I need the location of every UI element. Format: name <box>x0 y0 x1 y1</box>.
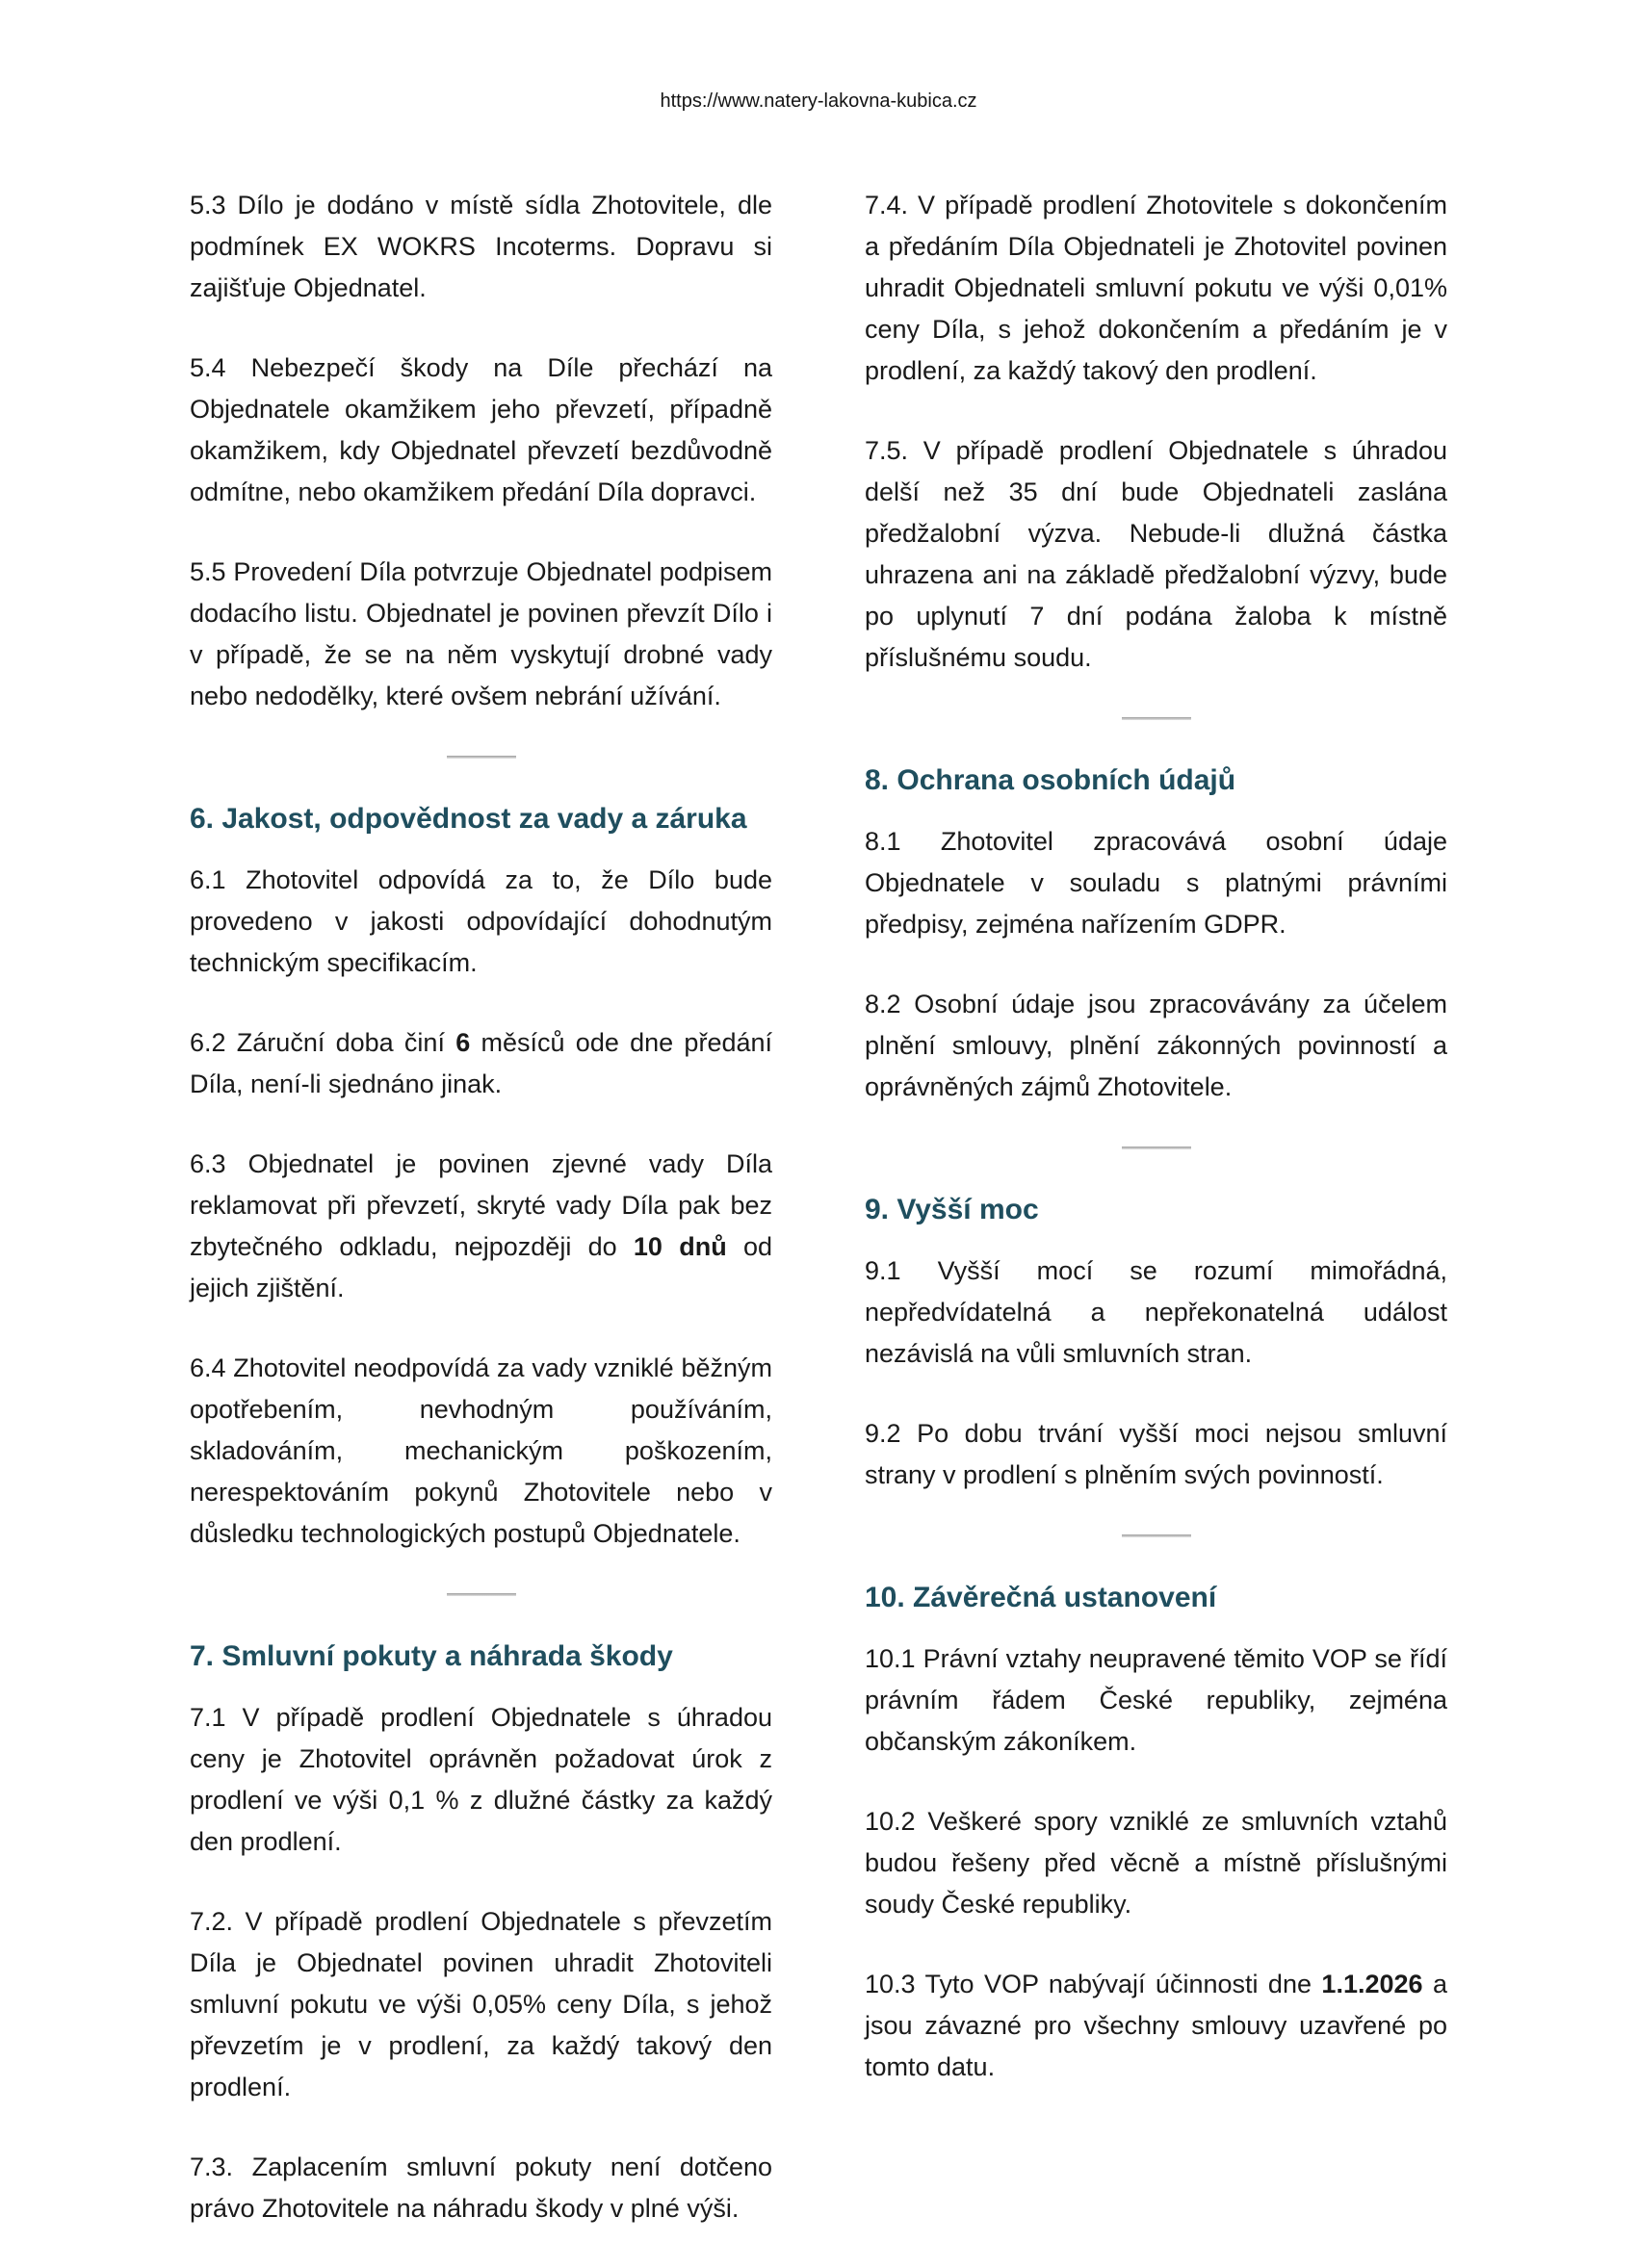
paragraph <box>190 185 772 309</box>
text-segment: 5.4 Nebezpečí škody na Díle přechází na Objednatele okamžikem jeho převzetí, případně okamžikem, kdy Objednatel převzetí bezdůvodně odmítne, nebo okamžikem předání Díla dopravci. <box>190 353 772 506</box>
page-header-url: https://www.natery-lakovna-kubica.cz <box>660 90 977 112</box>
paragraph <box>190 1697 772 1863</box>
right-column <box>865 185 1447 2268</box>
paragraph <box>190 1348 772 1555</box>
text-segment: 6.3 Objednatel je povinen zjevné vady Díla reklamovat při převzetí, skryté vady Díla pak bez zbytečného odkladu, nejpozději do <box>190 1149 772 1261</box>
text-segment: měsíců ode dne předání Díla, není-li sjednáno jinak. <box>190 1028 773 1098</box>
paragraph <box>190 1144 772 1309</box>
paragraph <box>190 1022 772 1105</box>
text-segment: 6.4 Zhotovitel neodpovídá za vady vzniklé běžným opotřebením, nevhodným používáním, skladováním, mechanickým poškozením, nerespektováním pokynů Zhotovitele nebo v důsledku technologických postupů Objednatele. <box>190 1353 772 1548</box>
text-segment: 10.2 Veškeré spory vzniklé ze smluvních vztahů budou řešeny před věcně a místně příslušnými soudy České republiky. <box>865 1807 1447 1919</box>
text-segment: 7.1 V případě prodlení Objednatele s úhradou ceny je Zhotovitel oprávněn požadovat úrok z prodlení ve výši 0,1 % z dlužné částky za každý den prodlení. <box>190 1703 772 1856</box>
paragraph <box>865 1801 1447 1925</box>
paragraph <box>865 1638 1447 1763</box>
text-segment: 8.2 Osobní údaje jsou zpracovávány za účelem plnění smlouvy, plnění zákonných povinností a oprávněných zájmů Zhotovitele. <box>865 990 1447 1101</box>
section-heading: 10. Závěrečná ustanovení <box>865 1582 1217 1613</box>
text-segment: 6.2 Záruční doba činí <box>190 1028 456 1057</box>
paragraph <box>865 821 1447 945</box>
section-divider <box>447 756 516 759</box>
paragraph <box>865 430 1447 679</box>
document-body <box>0 185 1637 2268</box>
section-divider <box>1122 717 1191 720</box>
section-divider <box>1122 1534 1191 1537</box>
text-segment: od jejich zjištění. <box>190 1232 773 1302</box>
text-segment: 9.2 Po dobu trvání vyšší moci nejsou smluvní strany v prodlení s plněním svých povinností. <box>865 1419 1447 1489</box>
section-heading: 7. Smluvní pokuty a náhrada škody <box>190 1640 673 1672</box>
paragraph <box>865 1413 1447 1496</box>
paragraph <box>190 860 772 984</box>
paragraph <box>190 348 772 513</box>
text-segment: 9.1 Vyšší mocí se rozumí mimořádná, nepředvídatelná a nepřekonatelná událost nezávislá na vůli smluvních stran. <box>865 1256 1447 1368</box>
section-heading: 8. Ochrana osobních údajů <box>865 764 1236 796</box>
paragraph <box>190 552 772 717</box>
text-segment: 7.3. Zaplacením smluvní pokuty není dotčeno právo Zhotovitele na náhradu škody v plné výši. <box>190 2152 772 2223</box>
paragraph <box>190 2147 772 2229</box>
paragraph <box>865 984 1447 1108</box>
text-segment: 8.1 Zhotovitel zpracovává osobní údaje Objednatele v souladu s platnými právními předpisy, zejména nařízením GDPR. <box>865 827 1447 939</box>
section-heading: 9. Vyšší moc <box>865 1194 1039 1225</box>
bold-text: 6 <box>455 1028 471 1057</box>
text-segment: 10.3 Tyto VOP nabývají účinnosti dne <box>865 1970 1322 1998</box>
left-column <box>190 185 772 2268</box>
text-segment: a jsou závazné pro všechny smlouvy uzavřené po tomto datu. <box>865 1970 1447 2081</box>
text-segment: 10.1 Právní vztahy neupravené těmito VOP se řídí právním řádem České republiky, zejména občanským zákoníkem. <box>865 1644 1447 1756</box>
section-heading: 6. Jakost, odpovědnost za vady a záruka <box>190 803 747 835</box>
text-segment: 5.3 Dílo je dodáno v místě sídla Zhotovitele, dle podmínek EX WOKRS Incoterms. Dopravu si zajišťuje Objednatel. <box>190 191 772 302</box>
text-segment: 6.1 Zhotovitel odpovídá za to, že Dílo bude provedeno v jakosti odpovídající dohodnutým technickým specifikacím. <box>190 865 772 977</box>
bold-text: 10 dnů <box>633 1232 727 1261</box>
paragraph <box>865 1964 1447 2088</box>
bold-text: 1.1.2026 <box>1321 1970 1423 1998</box>
paragraph <box>190 1901 772 2108</box>
text-segment: 5.5 Provedení Díla potvrzuje Objednatel podpisem dodacího listu. Objednatel je povinen převzít Dílo i v případě, že se na něm vyskytují drobné vady nebo nedodělky, které ovšem nebrání užívání. <box>190 557 772 710</box>
text-segment: 7.2. V případě prodlení Objednatele s převzetím Díla je Objednatel povinen uhradit Zhotoviteli smluvní pokutu ve výši 0,05% ceny Díla, s jehož převzetím je v prodlení, za každý takový den prodlení. <box>190 1907 772 2101</box>
paragraph <box>865 1250 1447 1375</box>
section-divider <box>1122 1147 1191 1149</box>
paragraph <box>865 185 1447 392</box>
text-segment: 7.4. V případě prodlení Zhotovitele s dokončením a předáním Díla Objednateli je Zhotovitel povinen uhradit Objednateli smluvní pokutu ve výši 0,01% ceny Díla, s jehož dokončením a předáním je v prodlení, za každý takový den prodlení. <box>865 191 1447 385</box>
section-divider <box>447 1593 516 1596</box>
text-segment: 7.5. V případě prodlení Objednatele s úhradou delší než 35 dní bude Objednateli zaslána předžalobní výzva. Nebude-li dlužná částka uhrazena ani na základě předžalobní výzvy, bude po uplynutí 7 dní podána žaloba k místně příslušnému soudu. <box>865 436 1447 672</box>
